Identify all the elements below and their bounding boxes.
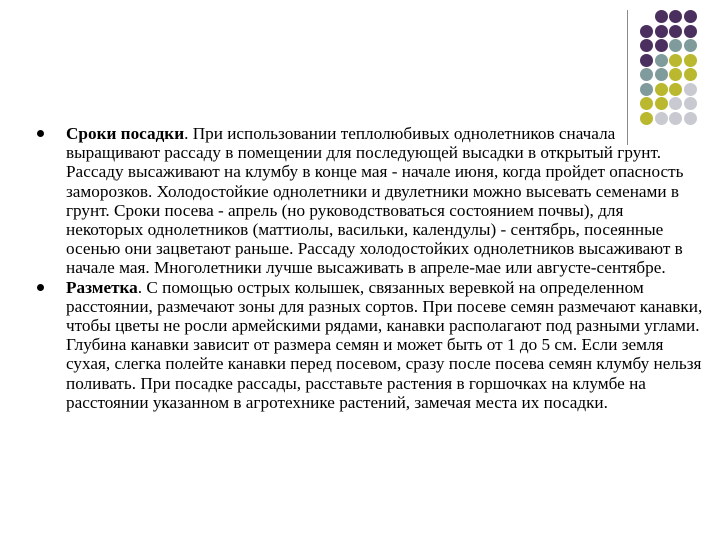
decorative-dot: [684, 112, 697, 125]
item-text: . При использовании теплолюбивых однолетников сначала выращивают рассаду в помещении для последующей высадки в открытый грунт. Рассаду высаживают на клумбу в конце мая - начале июня, когда пройдет опасность заморозков. Холодостойкие однолетники и двулетники можно высевать семенами в грунт. Сроки посева - апрель (но руководствоваться состоянием почвы), для некоторых однолетников (маттиолы, васильки, календулы) - сентябрь, посеянные осенью они зацветают раньше. Рассаду холодостойких однолетников высаживают в начале мая. Многолетники лучше высаживать в апреле-мае или августе-сентябре.: [66, 124, 684, 278]
decorative-dot: [669, 39, 682, 52]
decorative-dot: [640, 97, 653, 110]
decorative-dot: [684, 68, 697, 81]
decorative-dot: [655, 97, 668, 110]
decorative-dot: [640, 83, 653, 96]
decorative-dot: [655, 10, 668, 23]
list-item-marking: [33, 278, 703, 412]
decorative-dot: [655, 83, 668, 96]
item-title: Разметка: [66, 277, 138, 297]
decorative-dot: [655, 112, 668, 125]
item-text: . С помощью острых колышек, связанных веревкой на определенном расстоянии, размечают зоны для разных сортов. При посеве семян размечают канавки, чтобы цветы не росли армейскими рядами, канавки располагают под разными углами. Глубина канавки зависит от размера семян и может быть от 1 до 5 см. Если земля сухая, слегка полейте канавки перед посевом, сразу после посева семян клумбу нельзя поливать. При посадке рассады, расставьте растения в горшочках на клумбе на расстоянии указанном в агротехнике растений, замечая места их посадки.: [66, 277, 703, 412]
decorative-dot: [655, 25, 668, 38]
decorative-dot: [669, 112, 682, 125]
decorative-dot: [669, 97, 682, 110]
decorative-dot: [669, 83, 682, 96]
decorative-dot: [684, 10, 697, 23]
decorative-dot: [640, 25, 653, 38]
slide-body: [33, 124, 703, 412]
decorative-dot: [669, 25, 682, 38]
decorative-dot: [684, 25, 697, 38]
decorative-dot: [655, 54, 668, 67]
bullet-icon: [37, 284, 44, 291]
decorative-dot: [640, 68, 653, 81]
decorative-dot: [640, 39, 653, 52]
decorative-dot: [684, 39, 697, 52]
bullet-icon: [37, 130, 44, 137]
decorative-dot-grid: [640, 10, 710, 120]
decorative-dot: [684, 83, 697, 96]
decorative-dot: [655, 39, 668, 52]
decorative-dot: [669, 10, 682, 23]
decorative-dot: [655, 68, 668, 81]
decorative-dot: [640, 112, 653, 125]
decorative-dot: [640, 54, 653, 67]
decorative-dot: [669, 54, 682, 67]
decorative-dot: [684, 54, 697, 67]
item-title: Сроки посадки: [66, 124, 185, 143]
decorative-dot: [669, 68, 682, 81]
list-item-planting-dates: [33, 124, 703, 278]
decorative-dot: [684, 97, 697, 110]
